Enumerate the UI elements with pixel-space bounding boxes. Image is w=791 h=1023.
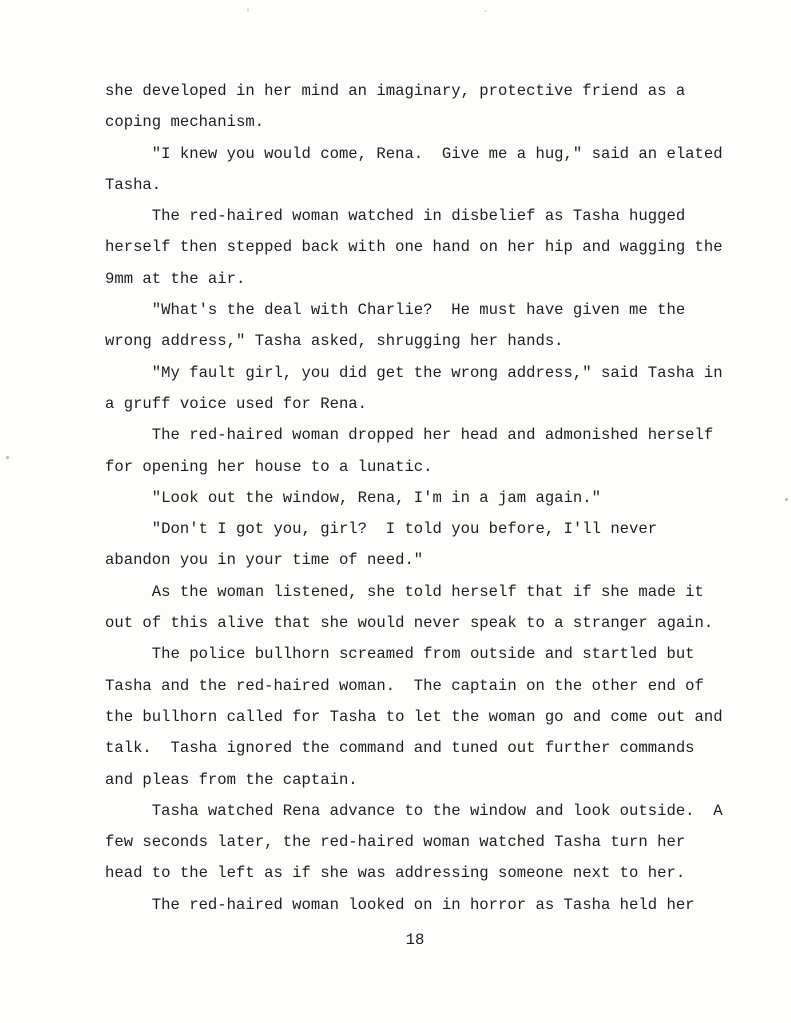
text-line: herself then stepped back with one hand on her hip and wagging the [105, 238, 723, 257]
text-line: "I knew you would come, Rena. Give me a hug," said an elated [105, 144, 723, 163]
page-number: 18 [405, 931, 425, 949]
text-line: the bullhorn called for Tasha to let the woman go and come out and [105, 707, 723, 726]
scan-speck [6, 456, 9, 459]
text-line: The red-haired woman watched in disbelief as Tasha hugged [105, 207, 686, 226]
scan-speck [484, 10, 487, 12]
text-line: As the woman listened, she told herself that if she made it [105, 582, 704, 601]
text-line: "Don't I got you, girl? I told you before, I'll never [105, 520, 658, 539]
text-line: abandon you in your time of need." [105, 551, 424, 570]
scan-speck [247, 8, 249, 12]
text-line: "What's the deal with Charlie? He must have given me the [105, 301, 686, 320]
text-line: coping mechanism. [105, 113, 265, 132]
text-line: a gruff voice used for Rena. [105, 394, 368, 413]
text-line: few seconds later, the red-haired woman watched Tasha turn her [105, 833, 686, 852]
text-line: "My fault girl, you did get the wrong address," said Tasha in [105, 363, 723, 382]
text-line: The red-haired woman dropped her head and admonished herself [105, 426, 714, 445]
text-line: The police bullhorn screamed from outside and startled but [105, 645, 695, 664]
typewritten-text-block [105, 76, 745, 921]
text-line: Tasha and the red-haired woman. The captain on the other end of [105, 676, 704, 695]
text-line: for opening her house to a lunatic. [105, 457, 433, 476]
scan-speck [785, 498, 788, 501]
text-line: talk. Tasha ignored the command and tuned out further commands [105, 739, 695, 758]
text-line: wrong address," Tasha asked, shrugging her hands. [105, 332, 564, 351]
text-line: out of this alive that she would never speak to a stranger again. [105, 614, 714, 633]
text-line: Tasha watched Rena advance to the window and look outside. A [105, 801, 723, 820]
text-line: and pleas from the captain. [105, 770, 358, 789]
text-line: Tasha. [105, 175, 162, 194]
text-line: "Look out the window, Rena, I'm in a jam again." [105, 488, 601, 507]
text-line: The red-haired woman looked on in horror as Tasha held her [105, 895, 695, 914]
text-line: 9mm at the air. [105, 269, 246, 288]
text-line: she developed in her mind an imaginary, protective friend as a [105, 82, 686, 100]
text-line: head to the left as if she was addressing someone next to her. [105, 864, 686, 883]
